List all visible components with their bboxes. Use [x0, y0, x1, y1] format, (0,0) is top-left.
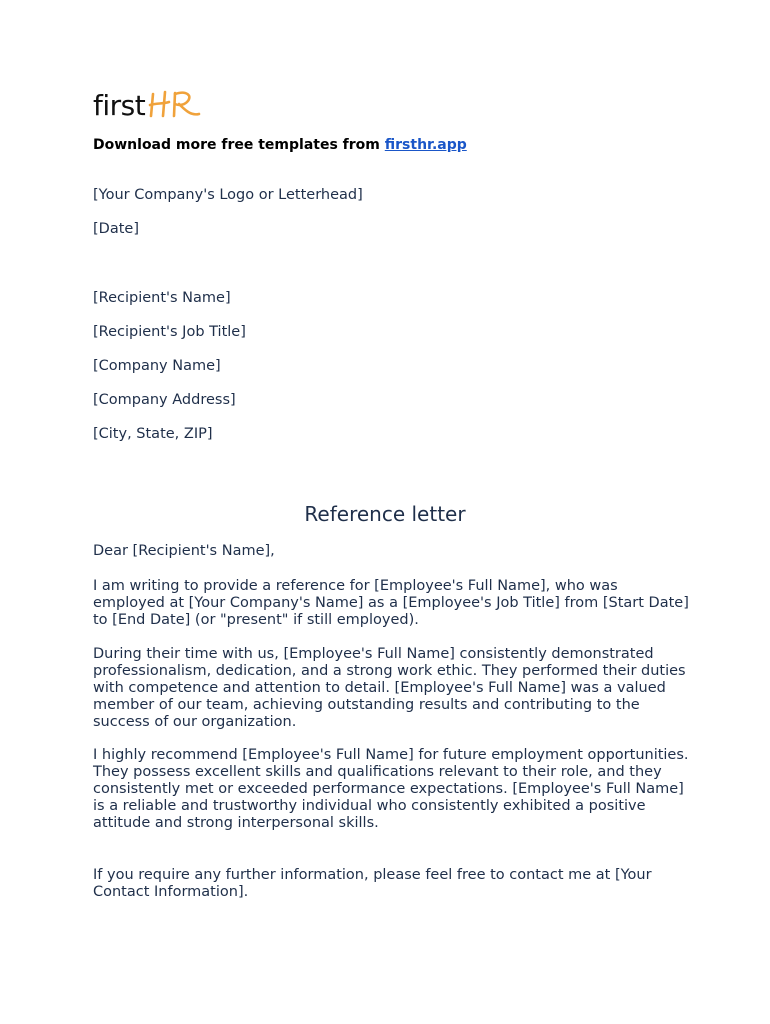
paragraph-recommendation: I highly recommend [Employee's Full Name] for future employment opportunities. They possess excellent skills and qualifications relevant to their role, and they consistently met or exceeded performance expectations. [Employee's Full Name] is a reliable and trustworthy individual who consistently exhibited a positive attitude and strong interpersonal skills.	[93, 747, 689, 831]
letterhead-placeholder: [Your Company's Logo or Letterhead]	[93, 187, 363, 203]
recipient-job-title: [Recipient's Job Title]	[93, 324, 246, 340]
city-state-zip: [City, State, ZIP]	[93, 426, 213, 442]
date-placeholder: [Date]	[93, 221, 139, 237]
download-templates-line	[93, 137, 467, 153]
paragraph-intro: I am writing to provide a reference for [Employee's Full Name], who was employed at [Your Company's Name] as a [Employee's Job Title] from [Start Date] to [End Date] (or "present" if still employed).	[93, 578, 689, 628]
logo-wordmark: first	[93, 89, 146, 122]
paragraph-contact: If you require any further information, please feel free to contact me at [Your Contact Information].	[93, 867, 652, 900]
paragraph-performance: During their time with us, [Employee's Full Name] consistently demonstrated professionalism, dedication, and a strong work ethic. They performed their duties with competence and attention to detail. [Employee's Full Name] was a valued member of our team, achieving outstanding results and contributing to the success of our organization.	[93, 646, 686, 730]
company-address: [Company Address]	[93, 392, 236, 408]
firsthr-logo	[93, 84, 205, 124]
letter-title: Reference letter	[304, 502, 466, 526]
salutation: Dear [Recipient's Name],	[93, 543, 275, 559]
recipient-name: [Recipient's Name]	[93, 290, 231, 306]
logo-hr-mark	[147, 84, 205, 124]
download-text: Download more free templates from	[93, 137, 385, 153]
firsthr-link[interactable]: firsthr.app	[384, 137, 467, 153]
company-name: [Company Name]	[93, 358, 221, 374]
